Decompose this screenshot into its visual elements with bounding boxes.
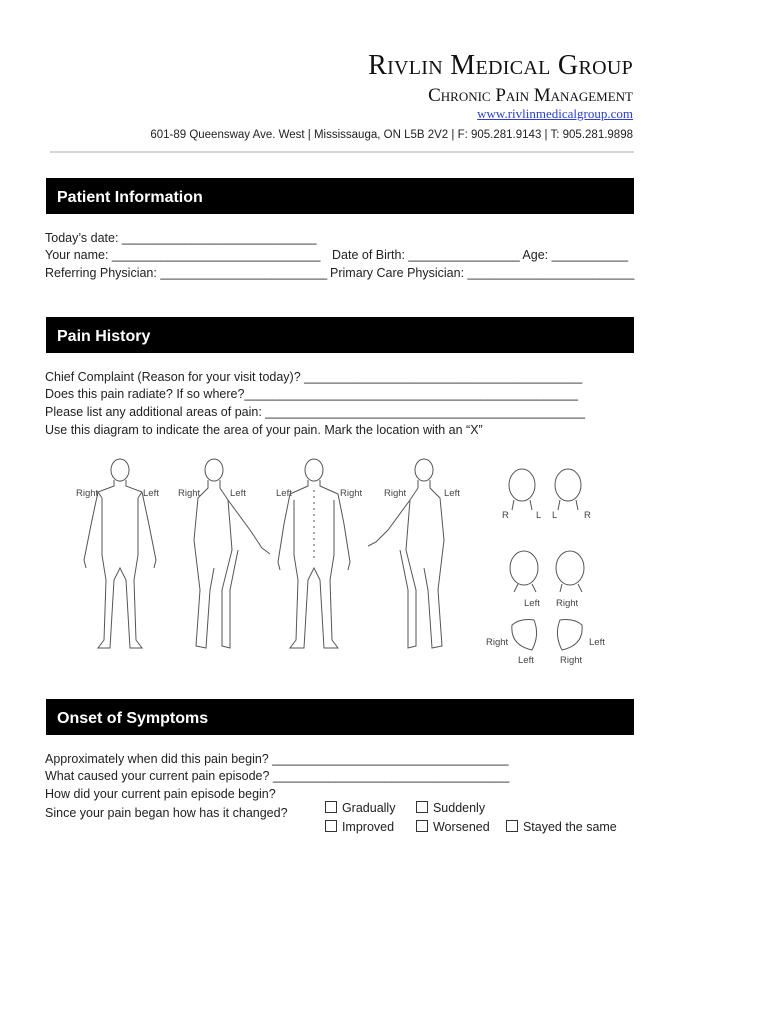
header-divider: [50, 151, 634, 153]
checkbox-square-icon[interactable]: [416, 820, 428, 832]
label-lside-left: Left: [444, 488, 460, 499]
label-front-right: Right: [76, 488, 99, 499]
label-bottom-right: Right: [560, 655, 583, 666]
todays-date-field[interactable]: Today’s date: ____________________________: [45, 231, 317, 245]
primary-care-physician-field[interactable]: Primary Care Physician: ________________________: [330, 266, 635, 280]
label-jaw-left: Left: [589, 637, 605, 648]
your-name-field[interactable]: Your name: ______________________________: [45, 248, 321, 262]
section-header-pain-history: Pain History: [46, 317, 634, 353]
clinic-department: Chronic Pain Management: [428, 85, 633, 106]
referring-physician-field[interactable]: Referring Physician: ________________________: [45, 266, 328, 280]
dob-age-field[interactable]: Date of Birth: ________________ Age: ___________: [332, 248, 629, 262]
label-back-left: Left: [276, 488, 292, 499]
label-head-r2: R: [584, 510, 591, 521]
label-front-left: Left: [143, 488, 159, 499]
label-back-right: Right: [340, 488, 363, 499]
checkbox-square-icon[interactable]: [506, 820, 518, 832]
label-head-side-left: Left: [524, 598, 540, 609]
clinic-name: Rivlin Medical Group: [368, 50, 633, 81]
checkbox-worsened[interactable]: [409, 806, 490, 834]
label-head-l2: L: [552, 510, 558, 521]
label-lside-right: Right: [384, 488, 407, 499]
checkbox-square-icon[interactable]: [325, 820, 337, 832]
body-pain-diagram[interactable]: [62, 450, 622, 680]
label-rside-left: Left: [230, 488, 246, 499]
checkbox-label-stayed-the-same: Stayed the same: [522, 820, 617, 834]
diagram-instructions: Use this diagram to indicate the area of your pain. Mark the location with an “X”: [45, 423, 483, 437]
label-bottom-left: Left: [518, 655, 534, 666]
pain-radiate-field[interactable]: Does this pain radiate? If so where?________________________________________________: [45, 387, 579, 401]
checkbox-label-worsened: Worsened: [432, 820, 490, 834]
section-header-onset-of-symptoms: Onset of Symptoms: [46, 699, 634, 735]
checkbox-improved[interactable]: [318, 806, 394, 834]
clinic-website-link[interactable]: www.rivlinmedicalgroup.com: [477, 106, 633, 121]
checkbox-stayed-the-same[interactable]: [499, 806, 617, 834]
chief-complaint-field[interactable]: Chief Complaint (Reason for your visit today)? ________________________________________: [45, 370, 583, 384]
label-jaw-right: Right: [486, 637, 509, 648]
label-rside-right: Right: [178, 488, 201, 499]
pain-change-question: Since your pain began how has it changed?: [45, 806, 288, 820]
checkbox-label-improved: Improved: [341, 820, 395, 834]
head-diagrams: [509, 469, 584, 650]
how-began-question: How did your current pain episode begin?: [45, 787, 276, 801]
label-head-side-right: Right: [556, 598, 579, 609]
label-head-l1: L: [536, 510, 542, 521]
section-header-patient-information: Patient Information: [46, 178, 634, 214]
pain-begin-date-field[interactable]: Approximately when did this pain begin? __________________________________: [45, 752, 509, 766]
checkbox-label-suddenly: Suddenly: [432, 801, 486, 815]
clinic-address: 601-89 Queensway Ave. West | Mississauga, ON L5B 2V2 | F: 905.281.9143 | T: 905.281.9898: [150, 129, 633, 141]
checkbox-label-gradually: Gradually: [341, 801, 396, 815]
label-head-r: R: [502, 510, 509, 521]
additional-pain-areas-field[interactable]: Please list any additional areas of pain: ______________________________________________: [45, 405, 586, 419]
pain-cause-field[interactable]: What caused your current pain episode? __________________________________: [45, 769, 510, 783]
